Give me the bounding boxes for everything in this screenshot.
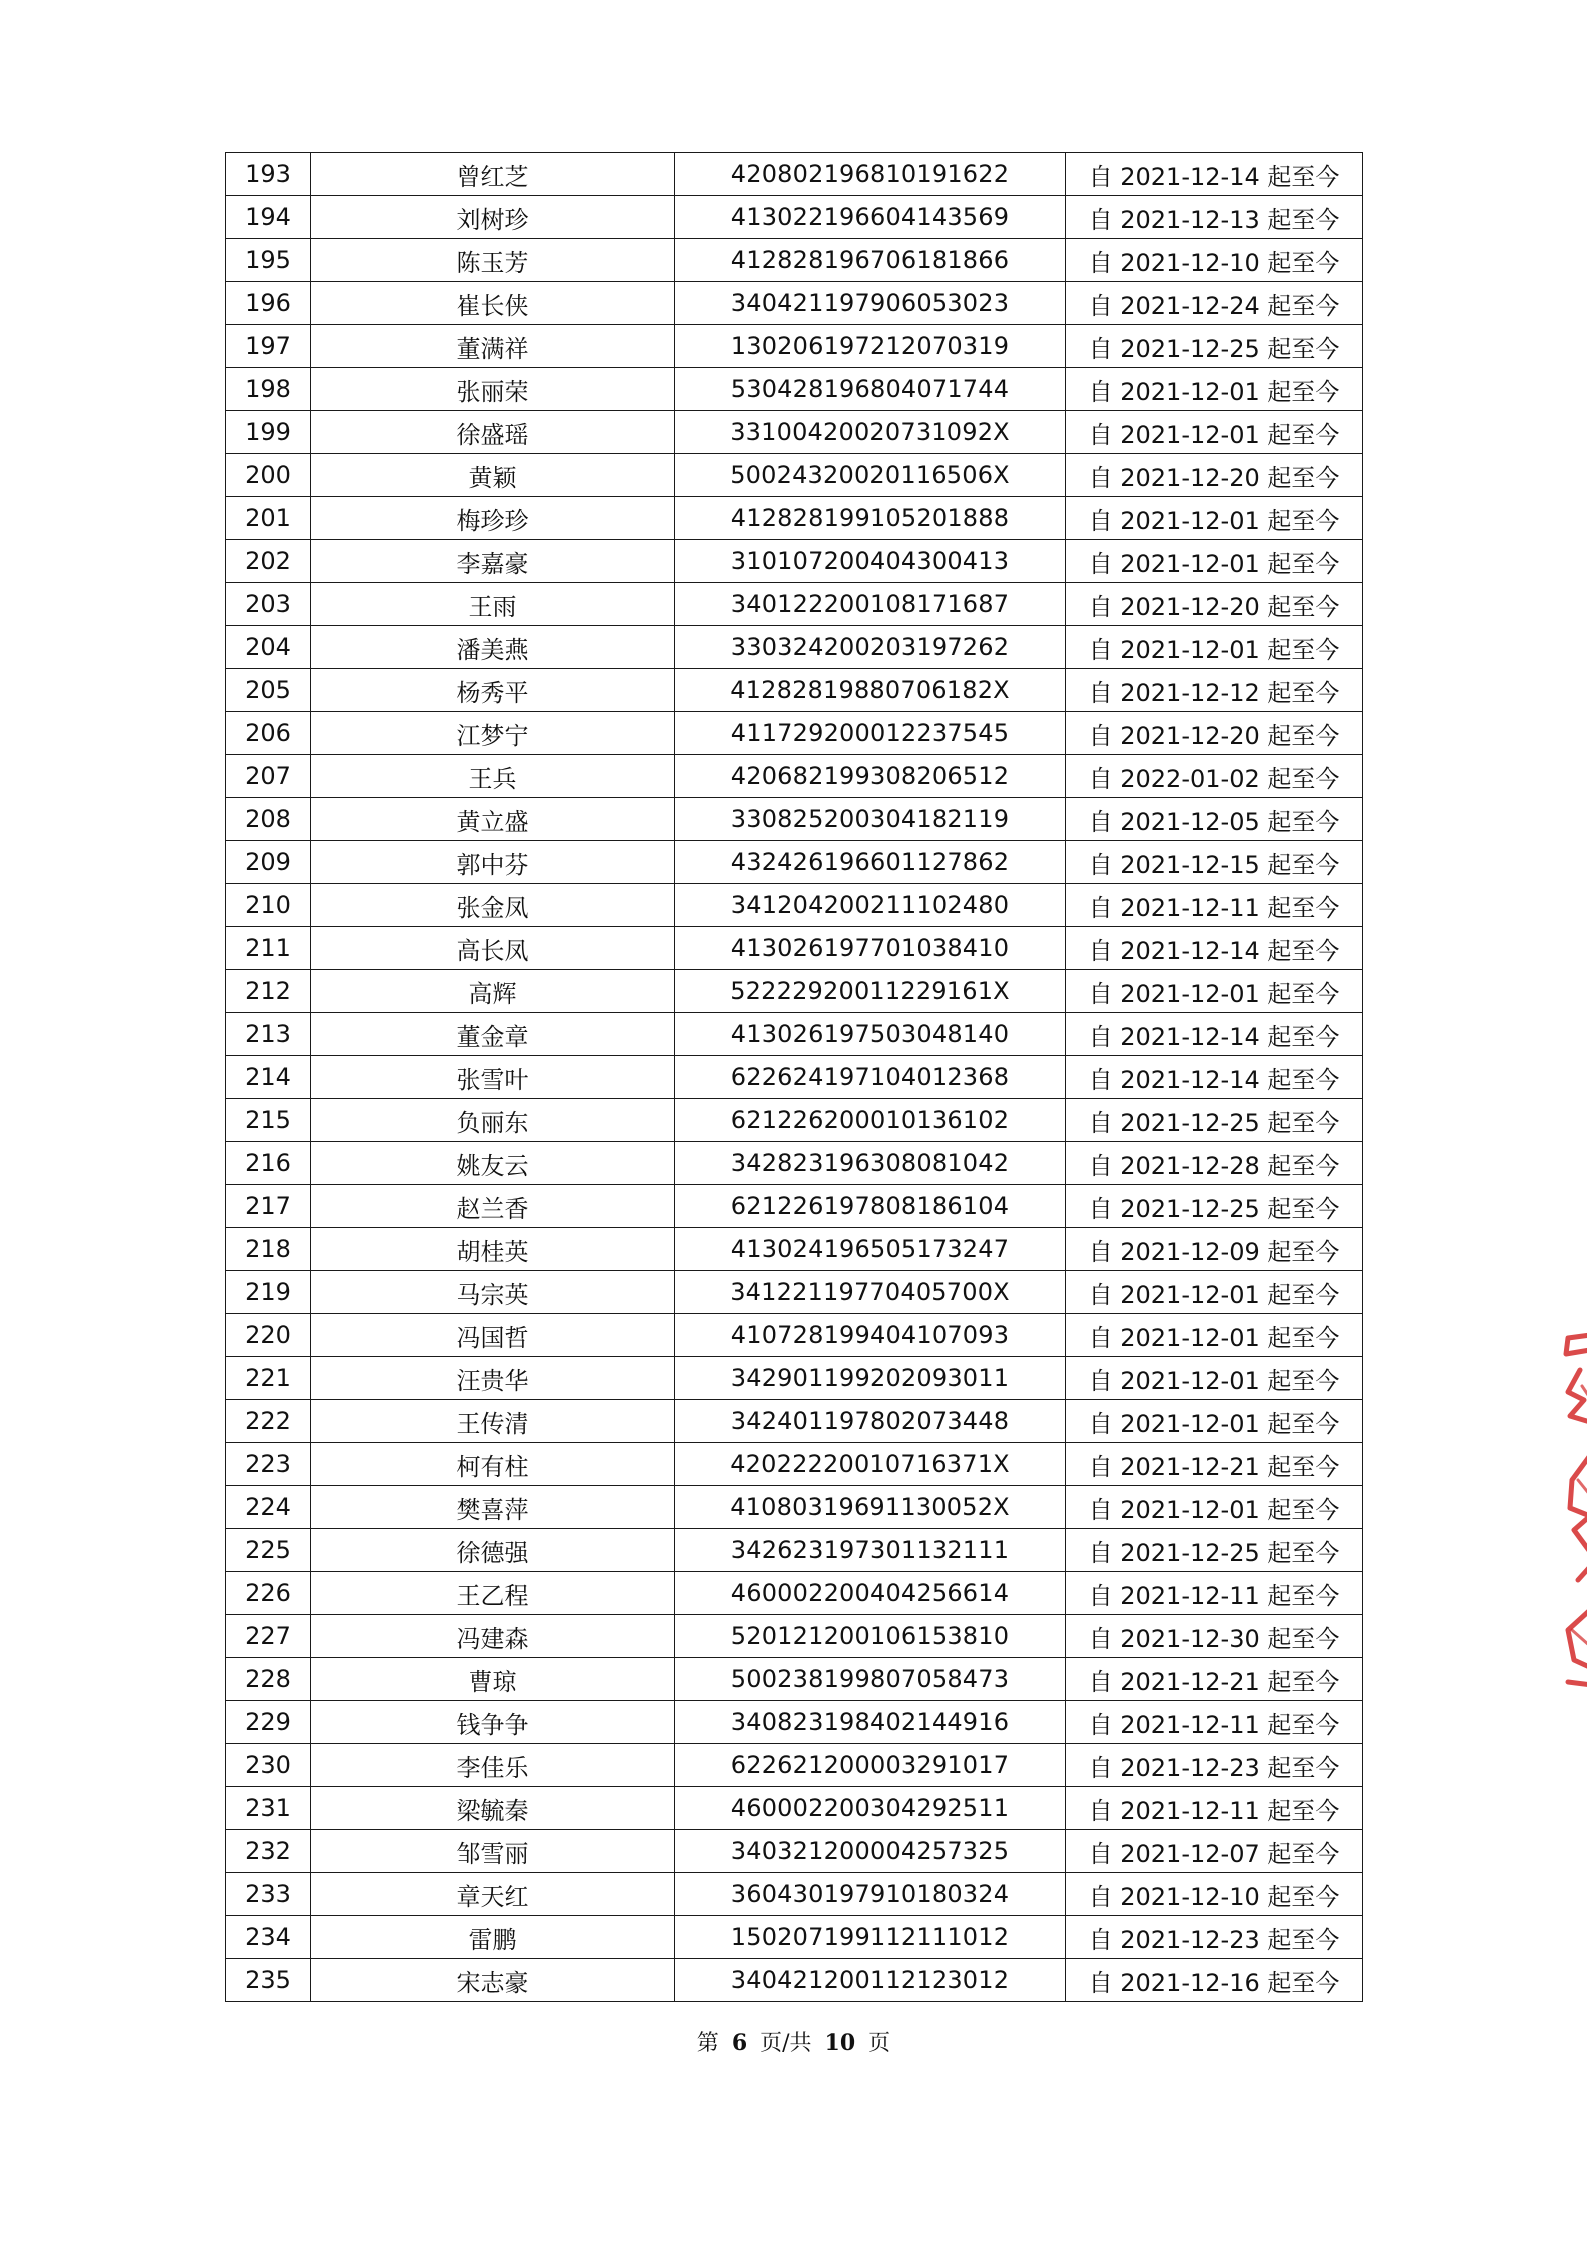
start-date-cell: 自 2021-12-01 起至今 <box>1066 1271 1363 1314</box>
name-cell: 柯有柱 <box>311 1443 675 1486</box>
table-row <box>226 1486 1363 1529</box>
table-row <box>226 196 1363 239</box>
table-row <box>226 1185 1363 1228</box>
row-number-cell: 208 <box>226 798 311 841</box>
name-cell: 潘美燕 <box>311 626 675 669</box>
id-number-cell: 330324200203197262 <box>675 626 1066 669</box>
row-number-cell: 199 <box>226 411 311 454</box>
id-number-cell: 411729200012237545 <box>675 712 1066 755</box>
name-cell: 王雨 <box>311 583 675 626</box>
row-number-cell: 219 <box>226 1271 311 1314</box>
start-date-cell: 自 2021-12-14 起至今 <box>1066 927 1363 970</box>
start-date-cell: 自 2021-12-12 起至今 <box>1066 669 1363 712</box>
table-row <box>226 282 1363 325</box>
row-number-cell: 232 <box>226 1830 311 1873</box>
row-number-cell: 235 <box>226 1959 311 2002</box>
row-number-cell: 228 <box>226 1658 311 1701</box>
table-row <box>226 411 1363 454</box>
row-number-cell: 209 <box>226 841 311 884</box>
name-cell: 雷鹏 <box>311 1916 675 1959</box>
id-number-cell: 342823196308081042 <box>675 1142 1066 1185</box>
row-number-cell: 227 <box>226 1615 311 1658</box>
id-number-cell: 342623197301132111 <box>675 1529 1066 1572</box>
table-row <box>226 669 1363 712</box>
start-date-cell: 自 2021-12-09 起至今 <box>1066 1228 1363 1271</box>
table-row <box>226 454 1363 497</box>
table-row <box>226 1959 1363 2002</box>
name-cell: 张雪叶 <box>311 1056 675 1099</box>
name-cell: 刘树珍 <box>311 196 675 239</box>
name-cell: 王传清 <box>311 1400 675 1443</box>
start-date-cell: 自 2021-12-20 起至今 <box>1066 454 1363 497</box>
start-date-cell: 自 2021-12-11 起至今 <box>1066 1572 1363 1615</box>
footer-total-pages: 10 <box>824 2030 856 2056</box>
table-row <box>226 1701 1363 1744</box>
start-date-cell: 自 2021-12-28 起至今 <box>1066 1142 1363 1185</box>
id-number-cell: 460002200304292511 <box>675 1787 1066 1830</box>
start-date-cell: 自 2021-12-25 起至今 <box>1066 1529 1363 1572</box>
table-row <box>226 1529 1363 1572</box>
table-row <box>226 1744 1363 1787</box>
id-number-cell: 500238199807058473 <box>675 1658 1066 1701</box>
id-number-cell: 412828196706181866 <box>675 239 1066 282</box>
id-number-cell: 42022220010716371X <box>675 1443 1066 1486</box>
start-date-cell: 自 2021-12-01 起至今 <box>1066 1486 1363 1529</box>
id-number-cell: 340122200108171687 <box>675 583 1066 626</box>
id-number-cell: 340823198402144916 <box>675 1701 1066 1744</box>
name-cell: 曹琼 <box>311 1658 675 1701</box>
start-date-cell: 自 2021-12-01 起至今 <box>1066 540 1363 583</box>
start-date-cell: 自 2021-12-01 起至今 <box>1066 970 1363 1013</box>
table-row <box>226 540 1363 583</box>
id-number-cell: 530428196804071744 <box>675 368 1066 411</box>
row-number-cell: 212 <box>226 970 311 1013</box>
start-date-cell: 自 2021-12-01 起至今 <box>1066 626 1363 669</box>
name-cell: 马宗英 <box>311 1271 675 1314</box>
name-cell: 邹雪丽 <box>311 1830 675 1873</box>
id-number-cell: 621226200010136102 <box>675 1099 1066 1142</box>
start-date-cell: 自 2021-12-14 起至今 <box>1066 153 1363 196</box>
start-date-cell: 自 2021-12-25 起至今 <box>1066 1185 1363 1228</box>
row-number-cell: 201 <box>226 497 311 540</box>
start-date-cell: 自 2021-12-13 起至今 <box>1066 196 1363 239</box>
footer-page-number: 6 <box>731 2030 748 2056</box>
name-cell: 徐德强 <box>311 1529 675 1572</box>
table-row <box>226 927 1363 970</box>
start-date-cell: 自 2021-12-20 起至今 <box>1066 712 1363 755</box>
table-row <box>226 153 1363 196</box>
table-row <box>226 755 1363 798</box>
start-date-cell: 自 2021-12-10 起至今 <box>1066 239 1363 282</box>
table-row <box>226 1056 1363 1099</box>
name-cell: 负丽东 <box>311 1099 675 1142</box>
table-row <box>226 497 1363 540</box>
name-cell: 曾红芝 <box>311 153 675 196</box>
name-cell: 宋志豪 <box>311 1959 675 2002</box>
footer-suffix: 页 <box>868 2031 891 2056</box>
id-number-cell: 33100420020731092X <box>675 411 1066 454</box>
red-seal-stamp <box>1560 1330 1587 1690</box>
start-date-cell: 自 2021-12-01 起至今 <box>1066 368 1363 411</box>
table-row <box>226 1916 1363 1959</box>
table-row <box>226 1400 1363 1443</box>
start-date-cell: 自 2021-12-11 起至今 <box>1066 1787 1363 1830</box>
start-date-cell: 自 2021-12-01 起至今 <box>1066 1314 1363 1357</box>
table-row <box>226 1830 1363 1873</box>
row-number-cell: 215 <box>226 1099 311 1142</box>
table-row <box>226 1615 1363 1658</box>
id-number-cell: 150207199112111012 <box>675 1916 1066 1959</box>
start-date-cell: 自 2021-12-23 起至今 <box>1066 1916 1363 1959</box>
table-row <box>226 325 1363 368</box>
id-number-cell: 621226197808186104 <box>675 1185 1066 1228</box>
name-cell: 樊喜萍 <box>311 1486 675 1529</box>
name-cell: 汪贵华 <box>311 1357 675 1400</box>
id-number-cell: 420802196810191622 <box>675 153 1066 196</box>
start-date-cell: 自 2021-12-05 起至今 <box>1066 798 1363 841</box>
table-row <box>226 1271 1363 1314</box>
start-date-cell: 自 2021-12-21 起至今 <box>1066 1658 1363 1701</box>
row-number-cell: 200 <box>226 454 311 497</box>
id-number-cell: 50024320020116506X <box>675 454 1066 497</box>
row-number-cell: 218 <box>226 1228 311 1271</box>
row-number-cell: 198 <box>226 368 311 411</box>
start-date-cell: 自 2022-01-02 起至今 <box>1066 755 1363 798</box>
start-date-cell: 自 2021-12-14 起至今 <box>1066 1056 1363 1099</box>
row-number-cell: 206 <box>226 712 311 755</box>
name-cell: 张丽荣 <box>311 368 675 411</box>
name-cell: 冯建森 <box>311 1615 675 1658</box>
id-number-cell: 340421197906053023 <box>675 282 1066 325</box>
name-cell: 崔长侠 <box>311 282 675 325</box>
id-number-cell: 622624197104012368 <box>675 1056 1066 1099</box>
id-number-cell: 34122119770405700X <box>675 1271 1066 1314</box>
id-number-cell: 460002200404256614 <box>675 1572 1066 1615</box>
row-number-cell: 217 <box>226 1185 311 1228</box>
row-number-cell: 234 <box>226 1916 311 1959</box>
table-row <box>226 1357 1363 1400</box>
start-date-cell: 自 2021-12-01 起至今 <box>1066 1400 1363 1443</box>
table-row <box>226 239 1363 282</box>
id-number-cell: 342401197802073448 <box>675 1400 1066 1443</box>
table-row <box>226 1099 1363 1142</box>
table-row <box>226 626 1363 669</box>
name-cell: 赵兰香 <box>311 1185 675 1228</box>
row-number-cell: 193 <box>226 153 311 196</box>
row-number-cell: 204 <box>226 626 311 669</box>
row-number-cell: 210 <box>226 884 311 927</box>
row-number-cell: 195 <box>226 239 311 282</box>
name-cell: 王兵 <box>311 755 675 798</box>
name-cell: 高辉 <box>311 970 675 1013</box>
start-date-cell: 自 2021-12-10 起至今 <box>1066 1873 1363 1916</box>
name-cell: 胡桂英 <box>311 1228 675 1271</box>
name-cell: 李佳乐 <box>311 1744 675 1787</box>
table-row <box>226 368 1363 411</box>
row-number-cell: 194 <box>226 196 311 239</box>
start-date-cell: 自 2021-12-21 起至今 <box>1066 1443 1363 1486</box>
start-date-cell: 自 2021-12-23 起至今 <box>1066 1744 1363 1787</box>
table-row <box>226 798 1363 841</box>
id-number-cell: 410728199404107093 <box>675 1314 1066 1357</box>
name-cell: 董满祥 <box>311 325 675 368</box>
id-number-cell: 413024196505173247 <box>675 1228 1066 1271</box>
name-cell: 董金章 <box>311 1013 675 1056</box>
id-number-cell: 310107200404300413 <box>675 540 1066 583</box>
name-cell: 章天红 <box>311 1873 675 1916</box>
start-date-cell: 自 2021-12-15 起至今 <box>1066 841 1363 884</box>
row-number-cell: 220 <box>226 1314 311 1357</box>
footer-middle: 页/共 <box>760 2031 812 2056</box>
start-date-cell: 自 2021-12-24 起至今 <box>1066 282 1363 325</box>
start-date-cell: 自 2021-12-01 起至今 <box>1066 1357 1363 1400</box>
row-number-cell: 205 <box>226 669 311 712</box>
row-number-cell: 222 <box>226 1400 311 1443</box>
name-cell: 高长凤 <box>311 927 675 970</box>
name-cell: 陈玉芳 <box>311 239 675 282</box>
name-cell: 江梦宁 <box>311 712 675 755</box>
id-number-cell: 520121200106153810 <box>675 1615 1066 1658</box>
start-date-cell: 自 2021-12-11 起至今 <box>1066 1701 1363 1744</box>
roster-table <box>225 152 1363 2002</box>
row-number-cell: 223 <box>226 1443 311 1486</box>
start-date-cell: 自 2021-12-20 起至今 <box>1066 583 1363 626</box>
id-number-cell: 413026197503048140 <box>675 1013 1066 1056</box>
id-number-cell: 432426196601127862 <box>675 841 1066 884</box>
row-number-cell: 203 <box>226 583 311 626</box>
id-number-cell: 420682199308206512 <box>675 755 1066 798</box>
name-cell: 张金凤 <box>311 884 675 927</box>
row-number-cell: 211 <box>226 927 311 970</box>
row-number-cell: 213 <box>226 1013 311 1056</box>
table-row <box>226 1013 1363 1056</box>
row-number-cell: 226 <box>226 1572 311 1615</box>
row-number-cell: 231 <box>226 1787 311 1830</box>
roster-body <box>226 153 1363 2002</box>
id-number-cell: 340421200112123012 <box>675 1959 1066 2002</box>
id-number-cell: 342901199202093011 <box>675 1357 1066 1400</box>
name-cell: 黄立盛 <box>311 798 675 841</box>
table-row <box>226 970 1363 1013</box>
table-row <box>226 841 1363 884</box>
table-row <box>226 1314 1363 1357</box>
id-number-cell: 330825200304182119 <box>675 798 1066 841</box>
id-number-cell: 341204200211102480 <box>675 884 1066 927</box>
footer-prefix: 第 <box>696 2031 719 2056</box>
row-number-cell: 196 <box>226 282 311 325</box>
name-cell: 黄颖 <box>311 454 675 497</box>
row-number-cell: 225 <box>226 1529 311 1572</box>
row-number-cell: 202 <box>226 540 311 583</box>
table-row <box>226 1228 1363 1271</box>
start-date-cell: 自 2021-12-01 起至今 <box>1066 411 1363 454</box>
row-number-cell: 197 <box>226 325 311 368</box>
name-cell: 姚友云 <box>311 1142 675 1185</box>
row-number-cell: 207 <box>226 755 311 798</box>
row-number-cell: 233 <box>226 1873 311 1916</box>
table-row <box>226 1873 1363 1916</box>
name-cell: 梁毓秦 <box>311 1787 675 1830</box>
start-date-cell: 自 2021-12-01 起至今 <box>1066 497 1363 540</box>
id-number-cell: 340321200004257325 <box>675 1830 1066 1873</box>
row-number-cell: 224 <box>226 1486 311 1529</box>
row-number-cell: 229 <box>226 1701 311 1744</box>
id-number-cell: 41080319691130052X <box>675 1486 1066 1529</box>
table-row <box>226 583 1363 626</box>
table-row <box>226 1787 1363 1830</box>
start-date-cell: 自 2021-12-25 起至今 <box>1066 1099 1363 1142</box>
table-row <box>226 884 1363 927</box>
name-cell: 梅珍珍 <box>311 497 675 540</box>
name-cell: 王乙程 <box>311 1572 675 1615</box>
row-number-cell: 216 <box>226 1142 311 1185</box>
table-row <box>226 1572 1363 1615</box>
table-row <box>226 1142 1363 1185</box>
id-number-cell: 41282819880706182X <box>675 669 1066 712</box>
table-row <box>226 1658 1363 1701</box>
name-cell: 李嘉豪 <box>311 540 675 583</box>
row-number-cell: 230 <box>226 1744 311 1787</box>
table-row <box>226 1443 1363 1486</box>
row-number-cell: 221 <box>226 1357 311 1400</box>
name-cell: 冯国哲 <box>311 1314 675 1357</box>
name-cell: 郭中芬 <box>311 841 675 884</box>
id-number-cell: 412828199105201888 <box>675 497 1066 540</box>
id-number-cell: 622621200003291017 <box>675 1744 1066 1787</box>
name-cell: 钱争争 <box>311 1701 675 1744</box>
start-date-cell: 自 2021-12-14 起至今 <box>1066 1013 1363 1056</box>
page-footer <box>0 2026 1587 2057</box>
start-date-cell: 自 2021-12-07 起至今 <box>1066 1830 1363 1873</box>
start-date-cell: 自 2021-12-25 起至今 <box>1066 325 1363 368</box>
start-date-cell: 自 2021-12-11 起至今 <box>1066 884 1363 927</box>
id-number-cell: 130206197212070319 <box>675 325 1066 368</box>
id-number-cell: 413022196604143569 <box>675 196 1066 239</box>
start-date-cell: 自 2021-12-16 起至今 <box>1066 1959 1363 2002</box>
table-row <box>226 712 1363 755</box>
name-cell: 徐盛瑶 <box>311 411 675 454</box>
name-cell: 杨秀平 <box>311 669 675 712</box>
start-date-cell: 自 2021-12-30 起至今 <box>1066 1615 1363 1658</box>
id-number-cell: 360430197910180324 <box>675 1873 1066 1916</box>
id-number-cell: 413026197701038410 <box>675 927 1066 970</box>
row-number-cell: 214 <box>226 1056 311 1099</box>
id-number-cell: 52222920011229161X <box>675 970 1066 1013</box>
